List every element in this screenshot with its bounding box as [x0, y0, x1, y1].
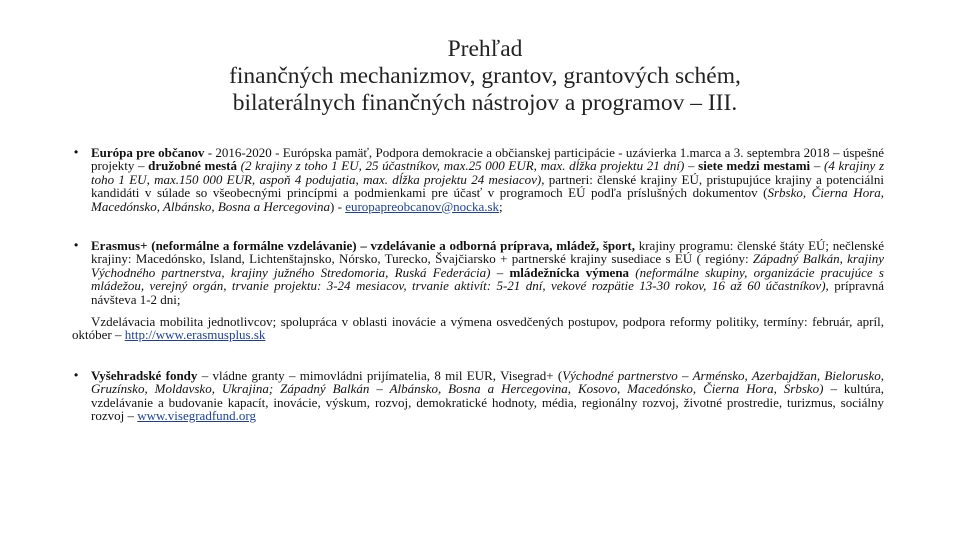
item-text: ; [499, 198, 503, 214]
bullet-icon: • [74, 367, 79, 382]
bullet-icon: • [74, 238, 79, 253]
list-item-erasmus [72, 239, 884, 306]
list-item-europa-pre-obcanov [72, 146, 884, 213]
list-item-vysehradske-fondy [72, 369, 884, 423]
item-name: Vyšehradské fondy [91, 367, 198, 383]
item-paragraph [91, 369, 884, 423]
erasmus-subparagraph [72, 315, 884, 342]
item-text: - 2016-2020 - Európska pamäť, Podpora demokracie a občianskej participácie - uzávierka 1.marca a 3. septembra 2018 – úspešné projekty – [91, 145, 884, 174]
content-body [72, 146, 884, 423]
title-line-3: bilaterálnych finančných nástrojov a programov – III. [232, 90, 738, 116]
item-text: – vládne granty – mimovládni prijímatelia, 8 mil EUR, Visegrad+ ( [197, 367, 563, 383]
email-link[interactable]: europapreobcanov@nocka.sk [345, 198, 500, 214]
item-bold: (neformálne a formálne vzdelávanie) – vzdelávanie a odborná príprava, mládež, šport, [147, 238, 636, 254]
item-paragraph [91, 239, 884, 306]
item-text: – [810, 158, 824, 174]
item-text: – [490, 264, 510, 280]
bullet-icon: • [74, 145, 79, 159]
item-italic: (neformálne skupiny, organizácie pracujúce s mládežou, verejný orgán, trvanie projektu: 3-24 mesiacov, trvanie aktivít: 5-21 dní, vekové rozpätie 13-30 rokov, 16 až 60 účastníkov) [91, 264, 884, 294]
item-text: , partneri: členské krajiny EÚ, pristupujúce krajiny a potenciálni kandidáti v súlade so všeobecnými princípmi a podmienkami pre účasť v programoch EÚ podľa príslušných dokumentov ( [91, 171, 884, 201]
item-bold: mládežnícka výmena [509, 264, 630, 280]
item-paragraph [91, 146, 884, 213]
item-italic: (2 krajiny z toho 1 EU, 25 účastníkov, max.25 000 EUR, max. dĺžka projektu 21 dní) [237, 158, 685, 174]
item-name: Erasmus+ [91, 238, 148, 254]
item-text: ) - [330, 198, 346, 214]
item-italic: Východné partnerstvo – Arménsko, Azerbajdžan, Bielorusko, Gruzínsko, Moldavsko, Ukrajina; Západný Balkán – Albánsko, Bosna a Hercegovina, Kosovo, Macedónsko, Čierna Hora, Srbsko) [91, 367, 884, 397]
visegradfund-link[interactable]: www.visegradfund.org [137, 408, 257, 424]
item-text: krajiny programu: členské štáty EÚ; nečlenské krajiny: Macedónsko, Island, Lichtenštajnsko, Nórsko, Turecko, Švajčiarsko + partnerské krajiny susediace s EÚ ( regióny: [91, 238, 884, 267]
item-name: Európa pre občanov [91, 145, 205, 160]
item-italic: Srbsko, Čierna Hora, Macedónsko, Albánsko, Bosna a Hercegovina [91, 185, 885, 214]
item-italic: (4 krajiny z toho 1 EU, max.150 000 EUR, aspoň 4 podujatia, max. dĺžka projektu 24 mesiacov) [91, 158, 885, 187]
item-text: – [684, 158, 699, 174]
item-text: , prípravná návšteva 1-2 dni; [91, 278, 885, 307]
title-line-2: finančných mechanizmov, grantov, grantových schém, [229, 63, 741, 89]
item-text: – kultúra, vzdelávanie a budovanie kapacít, inovácie, výskum, rozvoj, demokratické hodnoty, média, regionálny rozvoj, životné prostredie, turizmus, sociálny rozvoj – [91, 381, 885, 424]
title-line-1: Prehľad [447, 36, 523, 62]
erasmus-link[interactable]: http://www.erasmusplus.sk [124, 327, 266, 343]
item-bold: družobné mestá [148, 158, 238, 174]
item-bold: siete medzi mestami [698, 158, 811, 174]
item-text: Vzdelávacia mobilita jednotlivcov; spolupráca v oblasti inovácie a výmena osvedčených postupov, podpora reformy politiky, termíny: február, apríl, október – [72, 314, 884, 343]
slide-title [120, 36, 850, 117]
item-italic: Západný Balkán, krajiny Východného partnerstva, krajiny južného Stredomoria, Ruská Federácia) [91, 251, 884, 280]
